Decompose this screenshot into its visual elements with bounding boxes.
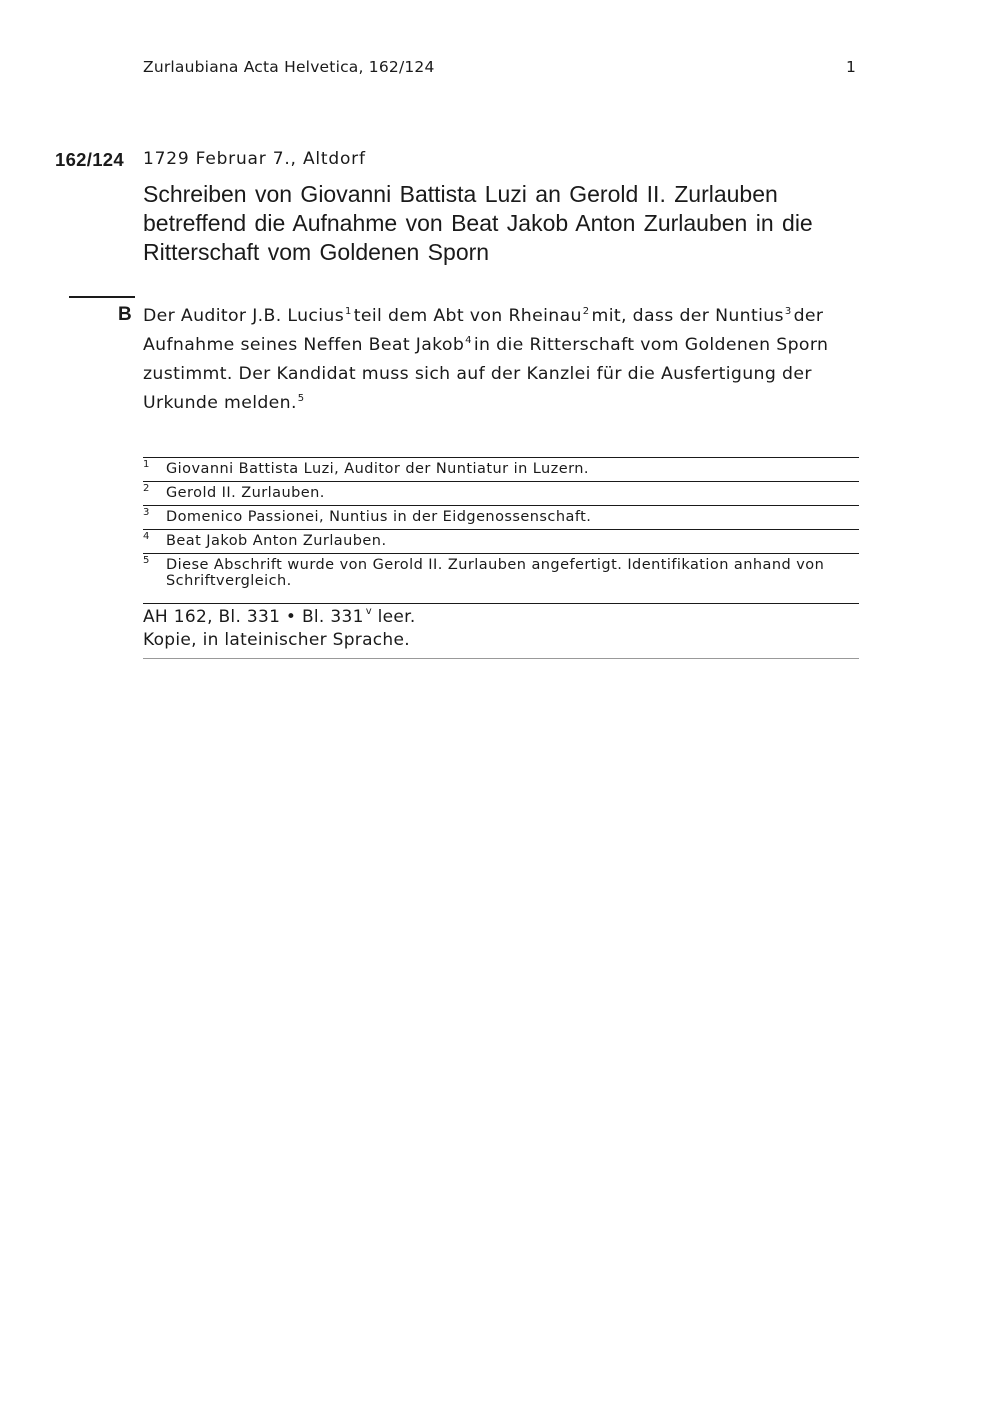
source-info [143,603,859,659]
footnote-ref[interactable]: 4 [465,335,472,346]
footnote-ref[interactable]: 5 [297,393,305,404]
footnote-ref[interactable]: 3 [784,306,792,317]
footnote [143,505,859,529]
summary-part: der Aufnahme seines Neffen Beat Jakob [143,306,824,355]
summary-part: in die Ritterschaft vom Goldenen Sporn zustimmt. Der Kandidat muss sich auf der Kanzlei für die Ausfertigung der Urkunde melden. [143,335,829,413]
summary-part: teil dem Abt von Rheinau [353,306,582,326]
verso-mark: v [365,606,372,617]
footnote-number: 2 [143,483,150,494]
source-line [143,606,859,629]
footnote-ref[interactable]: 2 [582,306,590,317]
source-shelfmark: AH 162, Bl. 331 • Bl. 331 [143,607,364,627]
summary-text [143,302,859,418]
footnote-number: 4 [143,531,150,542]
footnote [143,553,859,593]
footnote-text: Giovanni Battista Luzi, Auditor der Nuntiatur in Luzern. [166,461,589,477]
footnote-text: Gerold II. Zurlauben. [166,485,325,501]
footnote-number: 5 [143,555,150,566]
page-number: 1 [846,58,856,76]
footnote-number: 3 [143,507,150,518]
section-divider [69,296,135,298]
document-date-place: 1729 Februar 7., Altdorf [143,149,366,169]
summary-part: mit, dass der Nuntius [591,306,784,326]
footnotes [143,457,859,593]
source-copy-note: Kopie, in lateinischer Sprache. [143,630,410,650]
running-title: Zurlaubiana Acta Helvetica, 162/124 [143,58,435,76]
footnote-text: Domenico Passionei, Nuntius in der Eidgenossenschaft. [166,509,592,525]
source-note: leer. [371,607,416,627]
footnote-ref[interactable]: 1 [345,306,352,317]
document-id: 162/124 [55,149,124,170]
footnote-number: 1 [143,459,150,470]
document-title: Schreiben von Giovanni Battista Luzi an Gerold II. Zurlauben betreffend die Aufnahme von Beat Jakob Anton Zurlauben in die Ritterschaft vom Goldenen Sporn [143,181,813,265]
section-letter: B [118,304,132,325]
footnote-text: Beat Jakob Anton Zurlauben. [166,533,387,549]
summary-part: Der Auditor J.B. Lucius [143,306,345,326]
footnote [143,457,859,481]
footnote [143,529,859,553]
footnote [143,481,859,505]
footnote-text: Diese Abschrift wurde von Gerold II. Zurlauben angefertigt. Identifikation anhand von Schriftvergleich. [166,557,825,589]
